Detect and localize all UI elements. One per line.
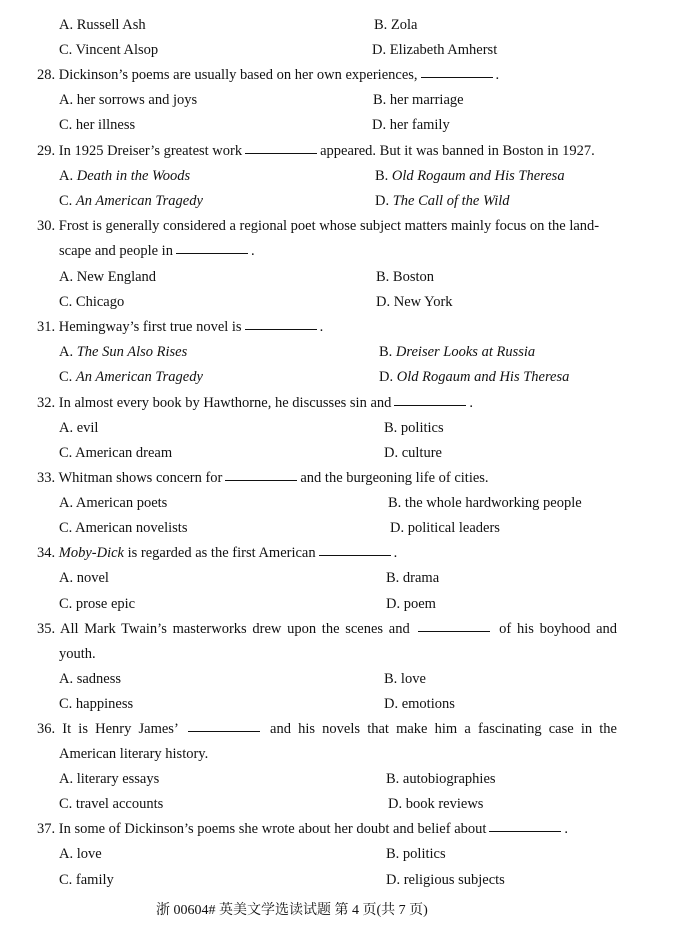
option-title: Old Rogaum and His Theresa (396, 369, 570, 385)
q32-option-c: C. American dream (59, 445, 173, 461)
q36-option-d: D. book reviews (388, 796, 484, 812)
q33-option-b: B. the whole hardworking people (388, 495, 582, 511)
q28-stem (37, 68, 499, 83)
q29-option-c (59, 194, 203, 209)
q34-stem-text: is regarded as the first American (127, 545, 316, 561)
q36-option-b: B. autobiographies (386, 771, 496, 787)
q31-stem-text: 31. Hemingway’s first true novel is (37, 319, 242, 335)
q28-option-a: A. her sorrows and joys (59, 92, 198, 108)
q35-stem-end: of his boyhood and (499, 621, 618, 637)
q29-option-a (59, 169, 190, 184)
q35-option-c: C. happiness (59, 696, 134, 712)
q30-stem-line1: 30. Frost is generally considered a regional poet whose subject matters mainly focus on the land- (37, 218, 600, 234)
q36-stem-line1 (37, 722, 617, 737)
q31-option-c (59, 370, 203, 385)
q30-stem-text: scape and people in (59, 243, 173, 259)
answer-blank (394, 404, 466, 406)
q36-stem-text: 36. It is Henry James’ (37, 721, 178, 737)
q37-stem-end: . (564, 821, 569, 837)
q32-stem-text: 32. In almost every book by Hawthorne, he discusses sin and (37, 395, 392, 411)
q34-option-a: A. novel (59, 570, 109, 586)
answer-blank (176, 252, 248, 254)
q35-option-a: A. sadness (59, 671, 122, 687)
q35-option-d: D. emotions (384, 696, 455, 712)
q34-stem (37, 546, 397, 561)
q36-option-a: A. literary essays (59, 771, 160, 787)
q33-option-d: D. political leaders (390, 520, 500, 536)
option-letter: A. (59, 168, 74, 184)
option-title: Death in the Woods (76, 168, 191, 184)
option-title: An American Tragedy (75, 369, 203, 385)
q29-stem-text: 29. In 1925 Dreiser’s greatest work (37, 143, 243, 159)
q34-option-d: D. poem (386, 596, 436, 612)
q37-option-c: C. family (59, 872, 114, 888)
option-letter: A. (59, 344, 74, 360)
answer-blank (489, 830, 561, 832)
q34-stem-end: . (393, 545, 398, 561)
q34-option-b: B. drama (386, 570, 440, 586)
q37-stem (37, 822, 568, 837)
q32-stem-end: . (469, 395, 474, 411)
q30-option-b: B. Boston (376, 269, 435, 285)
option-letter: C. (59, 193, 73, 209)
option-letter: D. (375, 193, 390, 209)
q33-option-a: A. American poets (59, 495, 168, 511)
option-letter: B. (379, 344, 393, 360)
q37-option-d: D. religious subjects (386, 872, 505, 888)
q32-stem (37, 396, 473, 411)
q31-option-b (379, 345, 535, 360)
q28-option-c: C. her illness (59, 117, 136, 133)
q27-option-d: D. Elizabeth Amherst (372, 42, 498, 58)
q30-option-d: D. New York (376, 294, 453, 310)
q33-option-c: C. American novelists (59, 520, 188, 536)
answer-blank (421, 76, 493, 78)
answer-blank (245, 328, 317, 330)
q30-option-c: C. Chicago (59, 294, 125, 310)
q28-option-d: D. her family (372, 117, 450, 133)
q32-option-d: D. culture (384, 445, 442, 461)
q34-number: 34. (37, 545, 56, 561)
q35-stem-line1 (37, 622, 617, 637)
q31-option-a (59, 345, 187, 360)
q33-stem-text: 33. Whitman shows concern for (37, 470, 223, 486)
q30-stem-end: . (250, 243, 255, 259)
q27-option-c: C. Vincent Alsop (59, 42, 159, 58)
option-title: The Sun Also Rises (76, 344, 188, 360)
q28-stem-text: 28. Dickinson’s poems are usually based on her own experiences, (37, 67, 418, 83)
q27-option-b: B. Zola (374, 17, 418, 33)
q35-option-b: B. love (384, 671, 426, 687)
q34-title: Moby-Dick (58, 545, 124, 561)
q37-stem-text: 37. In some of Dickinson’s poems she wrote about her doubt and belief about (37, 821, 487, 837)
q37-option-b: B. politics (386, 846, 446, 862)
q29-option-b (375, 169, 565, 184)
option-letter: D. (379, 369, 394, 385)
option-title: An American Tragedy (75, 193, 203, 209)
q36-stem-line2: American literary history. (59, 746, 209, 762)
q29-stem-end: appeared. But it was banned in Boston in 1927. (320, 143, 595, 159)
answer-blank (188, 730, 260, 732)
q37-option-a: A. love (59, 846, 102, 862)
q31-option-d (379, 370, 569, 385)
q30-option-a: A. New England (59, 269, 157, 285)
q31-stem (37, 320, 323, 335)
q36-stem-end: and his novels that make him a fascinating case in the (270, 721, 617, 737)
q28-option-b: B. her marriage (373, 92, 464, 108)
q33-stem (37, 471, 489, 486)
option-letter: C. (59, 369, 73, 385)
q28-stem-end: . (495, 67, 500, 83)
option-title: Old Rogaum and His Theresa (391, 168, 565, 184)
q33-stem-end: and the burgeoning life of cities. (300, 470, 489, 486)
q29-option-d (375, 194, 510, 209)
q35-stem-line2: youth. (59, 646, 96, 662)
q35-stem-text: 35. All Mark Twain’s masterworks drew upon the scenes and (37, 621, 410, 637)
answer-blank (418, 630, 490, 632)
q27-option-a: A. Russell Ash (59, 17, 146, 33)
q36-option-c: C. travel accounts (59, 796, 164, 812)
option-letter: B. (375, 168, 389, 184)
q34-option-c: C. prose epic (59, 596, 136, 612)
option-title: Dreiser Looks at Russia (395, 344, 536, 360)
page-footer: 浙 00604# 英美文学选读试题 第 4 页(共 7 页) (156, 903, 428, 918)
q31-stem-end: . (319, 319, 324, 335)
answer-blank (319, 554, 391, 556)
answer-blank (245, 152, 317, 154)
q29-stem (37, 144, 595, 159)
option-title: The Call of the Wild (392, 193, 510, 209)
q32-option-a: A. evil (59, 420, 99, 436)
q30-stem-line2 (59, 244, 255, 259)
q32-option-b: B. politics (384, 420, 444, 436)
answer-blank (225, 479, 297, 481)
